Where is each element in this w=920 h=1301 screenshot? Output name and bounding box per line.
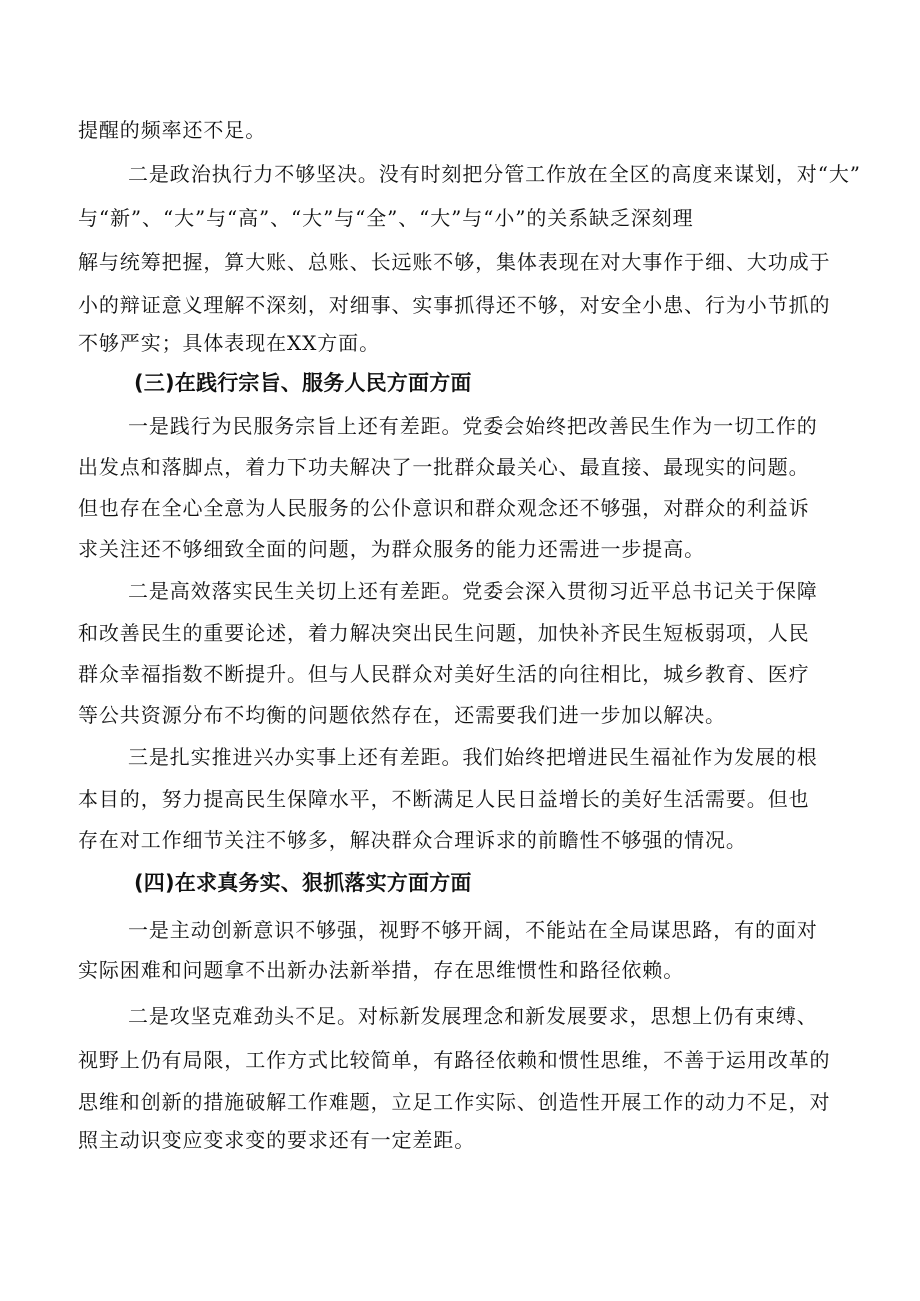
text-line: 二是攻坚克难劲头不足。对标新发展理念和新发展要求，思想上仍有束缚、 <box>128 1004 818 1028</box>
text-line: 出发点和落脚点，着力下功夫解决了一批群众最关心、最直接、最现实的问题。 <box>78 455 810 479</box>
text-line: 提醒的频率还不足。 <box>78 118 267 142</box>
text-line: 和改善民生的重要论述，着力解决突出民生问题，加快补齐民生短板弱项，人民 <box>78 621 810 645</box>
section-heading-3: (三)在践行宗旨、服务人民方面方面 <box>134 371 472 395</box>
text-line: 群众幸福指数不断提升。但与人民群众对美好生活的向往相比，城乡教育、医疗 <box>78 662 810 686</box>
text-line: 一是主动创新意识不够强，视野不够开阔，不能站在全局谋思路，有的面对 <box>128 918 818 942</box>
text-line: 思维和创新的措施破解工作难题，立足工作实际、创造性开展工作的动力不足，对 <box>78 1090 831 1114</box>
text-line: 视野上仍有局限，工作方式比较简单，有路径依赖和惯性思维，不善于运用改革的 <box>78 1048 831 1072</box>
text-line: 存在对工作细节关注不够多，解决群众合理诉求的前瞻性不够强的情况。 <box>78 828 747 852</box>
text-line: 照主动识变应变求变的要求还有一定差距。 <box>78 1128 476 1152</box>
text-line: 二是高效落实民生关切上还有差距。党委会深入贯彻习近平总书记关于保障 <box>128 579 818 603</box>
text-line: 不够严实；具体表现在XX方面。 <box>78 331 380 355</box>
text-line: 小的辩证意义理解不深刻，对细事、实事抓得还不够，对安全小患、行为小节抓的 <box>78 293 831 317</box>
text-line: 三是扎实推进兴办实事上还有差距。我们始终把增进民生福祉作为发展的根 <box>128 745 818 769</box>
text-line: 解与统筹把握，算大账、总账、长远账不够，集体表现在对大事作于细、大功成于 <box>78 250 831 274</box>
text-line: 本目的，努力提高民生保障水平，不断满足人民日益增长的美好生活需要。但也 <box>78 787 810 811</box>
text-line: 等公共资源分布不均衡的问题依然存在，还需要我们进一步加以解决。 <box>78 703 726 727</box>
section-heading-4: (四)在求真务实、狠抓落实方面方面 <box>134 871 472 895</box>
text-line: 一是践行为民服务宗旨上还有差距。党委会始终把改善民生作为一切工作的 <box>128 414 818 438</box>
text-line: 与“新”、“大”与“高”、“大”与“全”、“大”与“小”的关系缺乏深刻理 <box>78 206 694 230</box>
text-line: 实际困难和问题拿不出新办法新举措，存在思维惯性和路径依赖。 <box>78 958 685 982</box>
text-line: 二是政治执行力不够坚决。没有时刻把分管工作放在全区的高度来谋划，对“大” <box>128 162 861 186</box>
text-line: 但也存在全心全意为人民服务的公仆意识和群众观念还不够强，对群众的利益诉 <box>78 496 810 520</box>
text-line: 求关注还不够细致全面的问题，为群众服务的能力还需进一步提高。 <box>78 537 705 561</box>
